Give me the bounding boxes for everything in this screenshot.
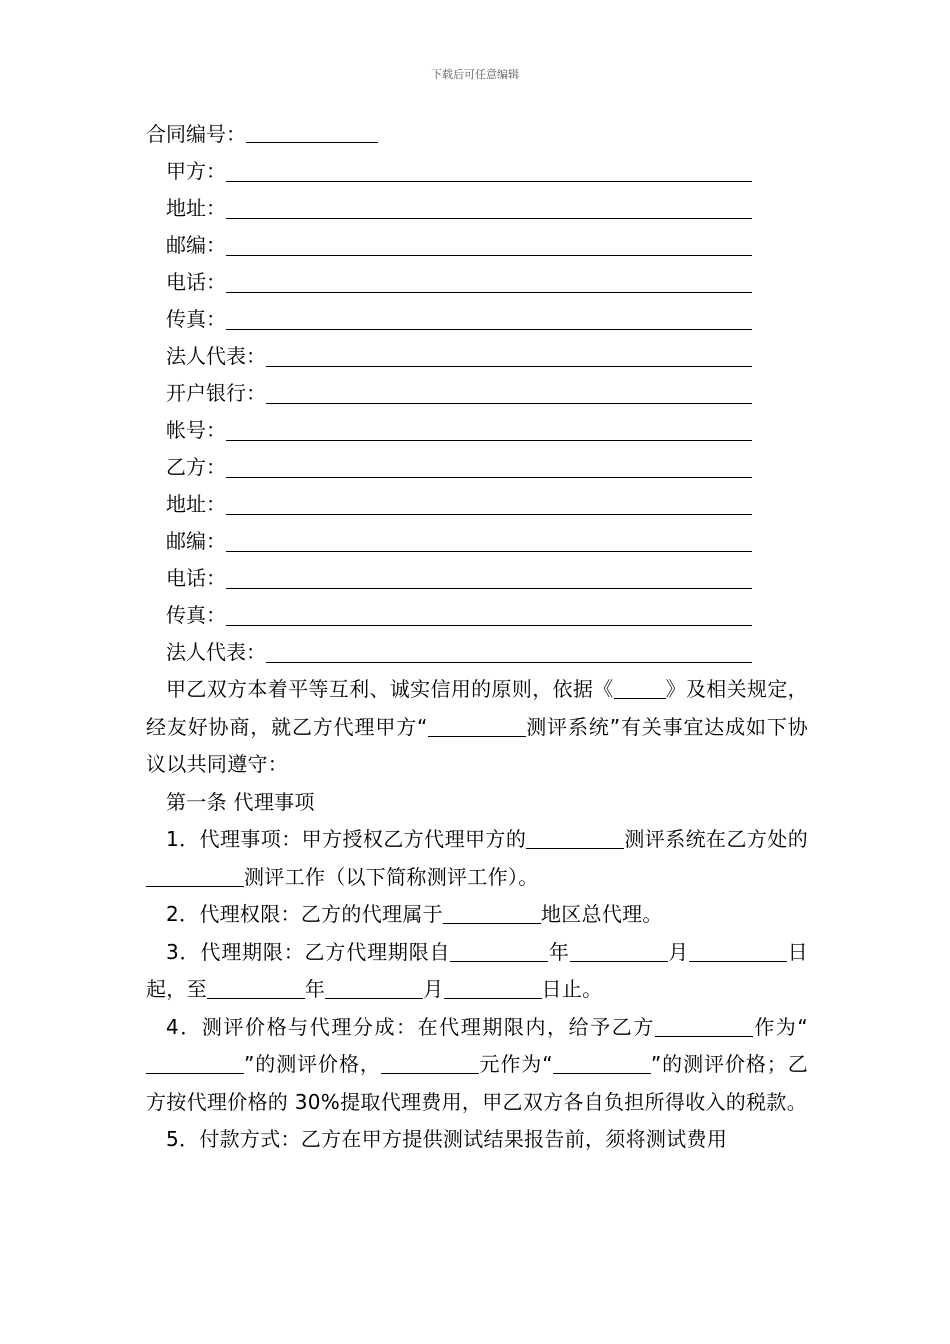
party-a-field-label: 电话： — [166, 270, 226, 294]
end-year-blank[interactable] — [207, 976, 305, 999]
item-1-blank-1[interactable] — [526, 826, 624, 849]
party-a-field-row — [146, 153, 752, 190]
basis-blank[interactable] — [614, 676, 666, 699]
party-a-field-label: 帐号： — [166, 418, 226, 442]
party-a-field-label: 传真： — [166, 307, 226, 331]
party-b-field-row — [146, 597, 752, 634]
party-a-field-row — [146, 412, 752, 449]
end-month-blank[interactable] — [325, 976, 423, 999]
item-1-paragraph — [146, 821, 808, 896]
start-day-blank[interactable] — [689, 939, 787, 962]
item-5-text-1: 5．付款方式：乙方在甲方提供测试结果报告前，须将测试费用 — [166, 1127, 728, 1151]
intro-paragraph — [146, 671, 808, 784]
party-a-field-label: 开户银行： — [166, 381, 266, 405]
item-3-paragraph — [146, 934, 808, 1009]
party-b-field-row — [146, 486, 752, 523]
party-b-field-label: 传真： — [166, 603, 226, 627]
party-b-section — [146, 449, 808, 671]
contract-number-field[interactable] — [246, 118, 378, 143]
party-b-field-label: 邮编： — [166, 529, 226, 553]
item-3-text-1: 3．代理期限：乙方代理期限自 — [166, 939, 451, 964]
start-month-blank[interactable] — [570, 939, 668, 962]
price-type-blank-2[interactable] — [553, 1051, 651, 1074]
party-a-field-row — [146, 227, 752, 264]
party-b-field-input[interactable] — [226, 529, 752, 552]
item-1-blank-2[interactable] — [146, 864, 244, 887]
party-a-field-input[interactable] — [226, 270, 752, 293]
intro-text-1: 甲乙双方本着平等互利、诚实信用的原则，依据《 — [166, 677, 614, 701]
party-a-field-input[interactable] — [226, 418, 752, 441]
party-a-section — [146, 153, 808, 449]
item-1-text-3: 测评工作（以下简称测评工作）。 — [244, 864, 539, 889]
item-3-text-2: 日起，至 — [146, 939, 808, 1001]
item-3-text-3: 日止。 — [541, 977, 603, 1001]
party-a-field-row — [146, 190, 752, 227]
item-4-text-5: ”的测评价格；乙方按代理价格的 30%提取代理费用，甲乙双方各自负担所得收入的税款。 — [146, 1052, 809, 1114]
party-a-field-label: 法人代表： — [166, 344, 266, 368]
party-a-field-input[interactable] — [266, 381, 752, 404]
intro-text-3: 测评系统”有关事宜达成如下协议以共同遵守： — [146, 714, 809, 776]
item-2-paragraph — [146, 896, 808, 934]
party-a-field-input[interactable] — [226, 196, 752, 219]
party-b-field-input[interactable] — [226, 603, 752, 626]
price-type-blank-1[interactable] — [146, 1051, 244, 1074]
party-b-field-input[interactable] — [226, 492, 752, 515]
item-1-text-1: 1．代理事项：甲方授权乙方代理甲方的 — [166, 827, 527, 851]
month-label-1: 月 — [667, 939, 690, 964]
party-a-field-input[interactable] — [226, 233, 752, 256]
header-note: 下载后可任意编辑 — [431, 68, 519, 81]
party-a-field-input[interactable] — [266, 344, 752, 367]
item-4-paragraph — [146, 1009, 808, 1122]
party-b-field-input[interactable] — [266, 640, 752, 663]
month-label-2: 月 — [423, 977, 444, 1001]
party-b-field-label: 地址： — [166, 492, 226, 516]
item-4-text-3: ”的测评价格， — [244, 1052, 381, 1076]
price-amount-blank[interactable] — [381, 1051, 479, 1074]
article-1-title: 第一条 代理事项 — [166, 789, 315, 814]
party-a-field-row — [146, 375, 752, 412]
party-a-field-input[interactable] — [226, 159, 752, 182]
item-4-text-1: 4．测评价格与代理分成：在代理期限内，给予乙方 — [166, 1014, 655, 1039]
party-a-field-input[interactable] — [226, 307, 752, 330]
party-b-field-input[interactable] — [226, 566, 752, 589]
contract-number-row — [146, 116, 808, 153]
party-a-field-label: 甲方： — [166, 159, 226, 183]
party-a-field-row — [146, 338, 752, 375]
item-4-text-2: 作为“ — [752, 1014, 809, 1039]
party-b-field-row — [146, 523, 752, 560]
item-2-text-2: 地区总代理。 — [540, 902, 663, 926]
item-4-text-4: 元作为“ — [478, 1052, 553, 1076]
party-b-field-label: 乙方： — [166, 455, 226, 479]
item-2-text-1: 2．代理权限：乙方的代理属于 — [166, 902, 443, 926]
party-a-field-label: 地址： — [166, 196, 226, 220]
party-b-field-label: 法人代表： — [166, 640, 266, 664]
party-b-field-row — [146, 634, 752, 671]
system-name-blank[interactable] — [428, 714, 526, 737]
year-label-1: 年 — [548, 939, 570, 964]
contract-document — [146, 116, 808, 1159]
party-a-field-row — [146, 264, 752, 301]
party-a-field-label: 邮编： — [166, 233, 226, 257]
party-b-field-row — [146, 449, 752, 486]
party-b-field-label: 电话： — [166, 566, 226, 590]
party-b-field-input[interactable] — [226, 455, 752, 478]
end-day-blank[interactable] — [444, 976, 542, 999]
item-1-text-2: 测评系统在乙方处的 — [624, 827, 809, 851]
item-2-region-blank[interactable] — [443, 901, 541, 924]
start-year-blank[interactable] — [450, 939, 548, 962]
agent-price-blank[interactable] — [655, 1014, 753, 1037]
item-5-paragraph — [146, 1121, 808, 1159]
intro-text-2: 》及相关规定，经友好协商，就乙方代理甲方“ — [146, 677, 808, 739]
year-label-2: 年 — [304, 977, 326, 1001]
contract-number-label: 合同编号： — [146, 122, 246, 146]
party-b-field-row — [146, 560, 752, 597]
party-a-field-row — [146, 301, 752, 338]
